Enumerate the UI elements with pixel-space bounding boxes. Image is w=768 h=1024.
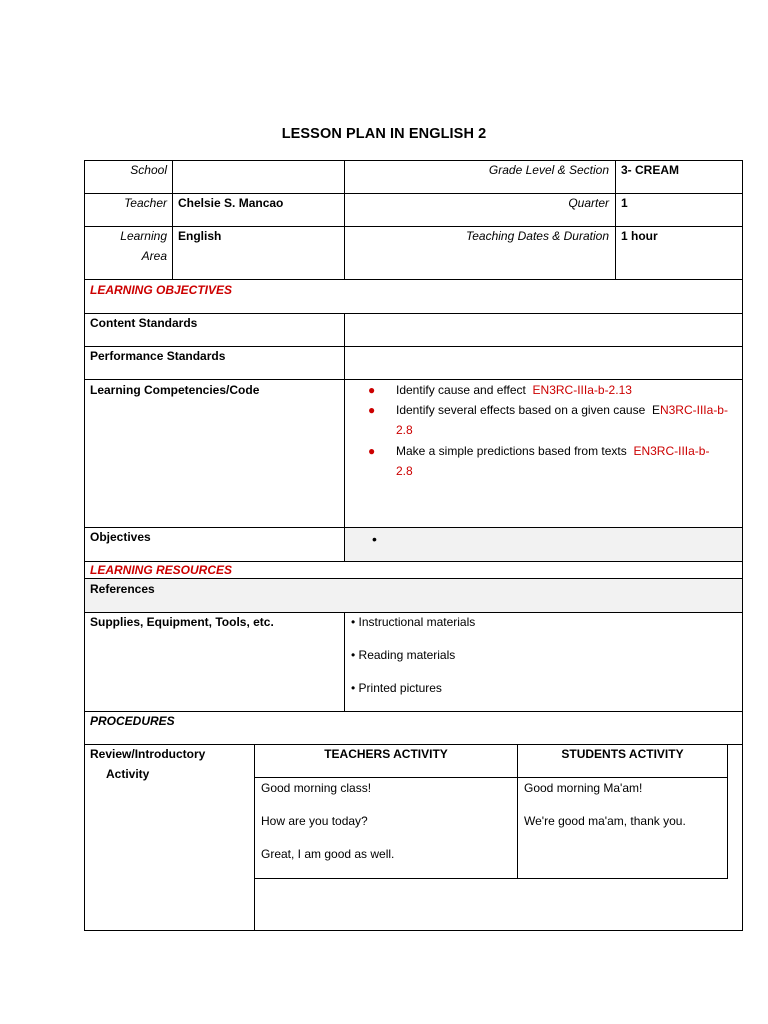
competency-item: ● Identify cause and effect EN3RC-IIIa-b-2.13 [368, 380, 632, 400]
page-title: LESSON PLAN IN ENGLISH 2 [281, 126, 487, 142]
teacher-line: Great, I am good as well. [261, 847, 395, 861]
bullet-icon: ● [368, 383, 376, 397]
objectives-shade [344, 528, 742, 561]
procedures-heading: PROCEDURES [90, 714, 175, 728]
student-line: We're good ma'am, thank you. [524, 814, 686, 828]
school-label: School [130, 163, 167, 177]
objectives-label: Objectives [90, 530, 151, 544]
review-label-1: Review/Introductory [90, 747, 206, 761]
review-label-2: Activity [106, 767, 150, 781]
area-label-2: Area [141, 249, 167, 263]
dates-value: 1 hour [621, 229, 658, 243]
teachers-activity-header: TEACHERS ACTIVITY [324, 747, 448, 761]
teacher-label: Teacher [124, 196, 167, 210]
rule [344, 612, 345, 712]
quarter-label: Quarter [568, 196, 609, 210]
rule [254, 878, 728, 879]
rule [172, 160, 173, 280]
performance-standards-label: Performance Standards [90, 349, 226, 363]
rule [517, 744, 518, 879]
teacher-value: Chelsie S. Mancao [178, 196, 284, 210]
competency-code-wrap: 2.8 [396, 464, 413, 478]
grade-value: 3- CREAM [621, 163, 680, 177]
rule [344, 313, 345, 562]
students-activity-header: STUDENTS ACTIVITY [561, 747, 684, 761]
area-label-1: Learning [120, 229, 167, 243]
rule [84, 930, 743, 931]
competencies-label: Learning Competencies/Code [90, 383, 260, 397]
bullet-icon: ● [368, 444, 376, 458]
teacher-line: Good morning class! [261, 781, 372, 795]
rule [727, 744, 728, 879]
references-label: References [90, 582, 155, 596]
competency-code-wrap: 2.8 [396, 423, 413, 437]
teacher-line: How are you today? [261, 814, 368, 828]
area-value: English [178, 229, 222, 243]
objectives-bullet: • [372, 531, 377, 547]
student-line: Good morning Ma'am! [524, 781, 643, 795]
dates-label: Teaching Dates & Duration [466, 229, 609, 243]
content-standards-label: Content Standards [90, 316, 198, 330]
supply-item: • Instructional materials [351, 615, 476, 629]
learning-resources-heading: LEARNING RESOURCES [90, 563, 233, 577]
competency-item: ● Make a simple predictions based from texts EN3RC-IIIa-b- [368, 441, 709, 461]
supplies-label: Supplies, Equipment, Tools, etc. [90, 615, 274, 629]
rule [254, 744, 255, 931]
competency-item: ● Identify several effects based on a given cause EN3RC-IIIa-b- [368, 400, 728, 420]
supply-item: • Reading materials [351, 648, 456, 662]
supply-item: • Printed pictures [351, 681, 442, 695]
quarter-value: 1 [621, 196, 628, 210]
grade-label: Grade Level & Section [488, 163, 609, 177]
learning-objectives-heading: LEARNING OBJECTIVES [90, 283, 233, 297]
rule [742, 160, 743, 931]
bullet-icon: ● [368, 403, 376, 417]
